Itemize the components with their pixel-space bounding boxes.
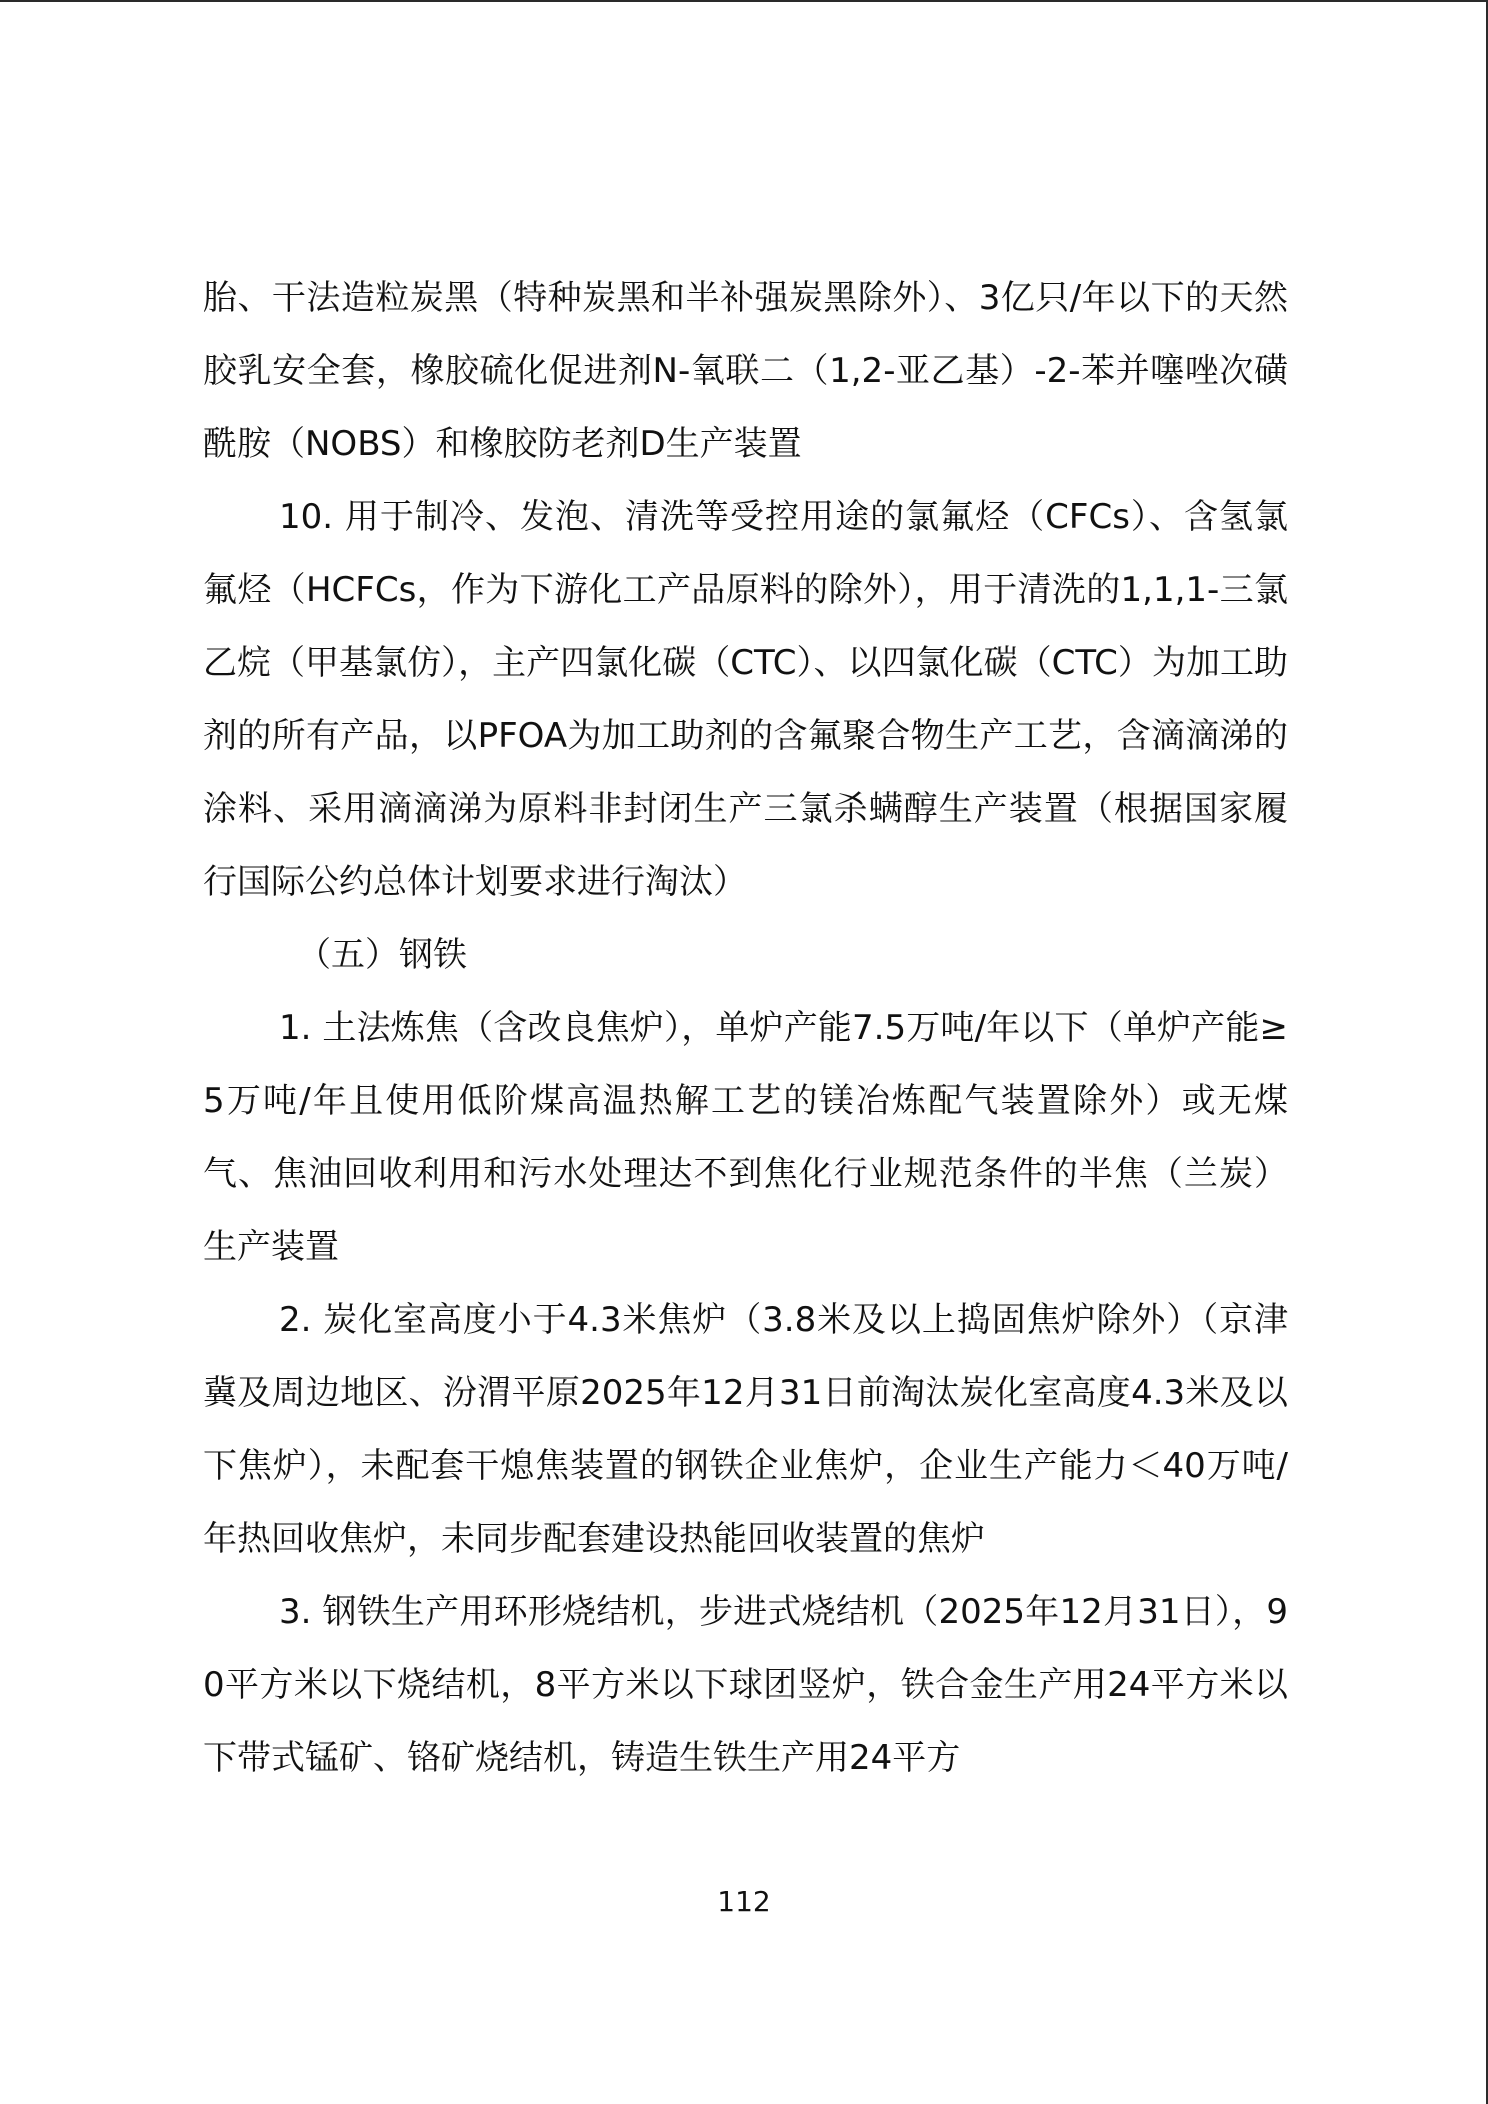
section-heading-steel: （五）钢铁 xyxy=(297,935,467,975)
paragraph-steel-item-2: 2. 炭化室高度小于4.3米焦炉（3.8米及以上捣固焦炉除外）（京津冀及周边地区、汾渭平原2025年12月31日前淘汰炭化室高度4.3米及以下焦炉），未配套干熄焦装置的钢铁企业焦炉，企业生产能力＜40万吨/年热回收焦炉，未同步配套建设热能回收装置的焦炉 xyxy=(203,1300,1288,1559)
paragraph-item-10: 10. 用于制冷、发泡、清洗等受控用途的氯氟烃（CFCs）、含氢氯氟烃（HCFCs，作为下游化工产品原料的除外），用于清洗的1,1,1-三氯乙烷（甲基氯仿），主产四氯化碳（CTC）、以四氯化碳（CTC）为加工助剂的所有产品，以PFOA为加工助剂的含氟聚合物生产工艺，含滴滴涕的涂料、采用滴滴涕为原料非封闭生产三氯杀螨醇生产装置（根据国家履行国际公约总体计划要求进行淘汰） xyxy=(203,497,1288,902)
paragraph-steel-item-1: 1. 土法炼焦（含改良焦炉），单炉产能7.5万吨/年以下（单炉产能≥5万吨/年且使用低阶煤高温热解工艺的镁冶炼配气装置除外）或无煤气、焦油回收利用和污水处理达不到焦化行业规范条件的半焦（兰炭）生产装置 xyxy=(203,1008,1288,1267)
paragraph-steel-item-3: 3. 钢铁生产用环形烧结机，步进式烧结机（2025年12月31日），90平方米以下烧结机，8平方米以下球团竖炉，铁合金生产用24平方米以下带式锰矿、铬矿烧结机，铸造生铁生产用24平方 xyxy=(203,1592,1288,1778)
page-number: 112 xyxy=(717,1885,771,1918)
document-body xyxy=(203,262,1288,1795)
page-top-border xyxy=(0,0,1488,2)
paragraph-continuation: 胎、干法造粒炭黑（特种炭黑和半补强炭黑除外）、3亿只/年以下的天然胶乳安全套，橡胶硫化促进剂N-氧联二（1,2-亚乙基）-2-苯并噻唑次磺酰胺（NOBS）和橡胶防老剂D生产装置 xyxy=(203,278,1288,464)
